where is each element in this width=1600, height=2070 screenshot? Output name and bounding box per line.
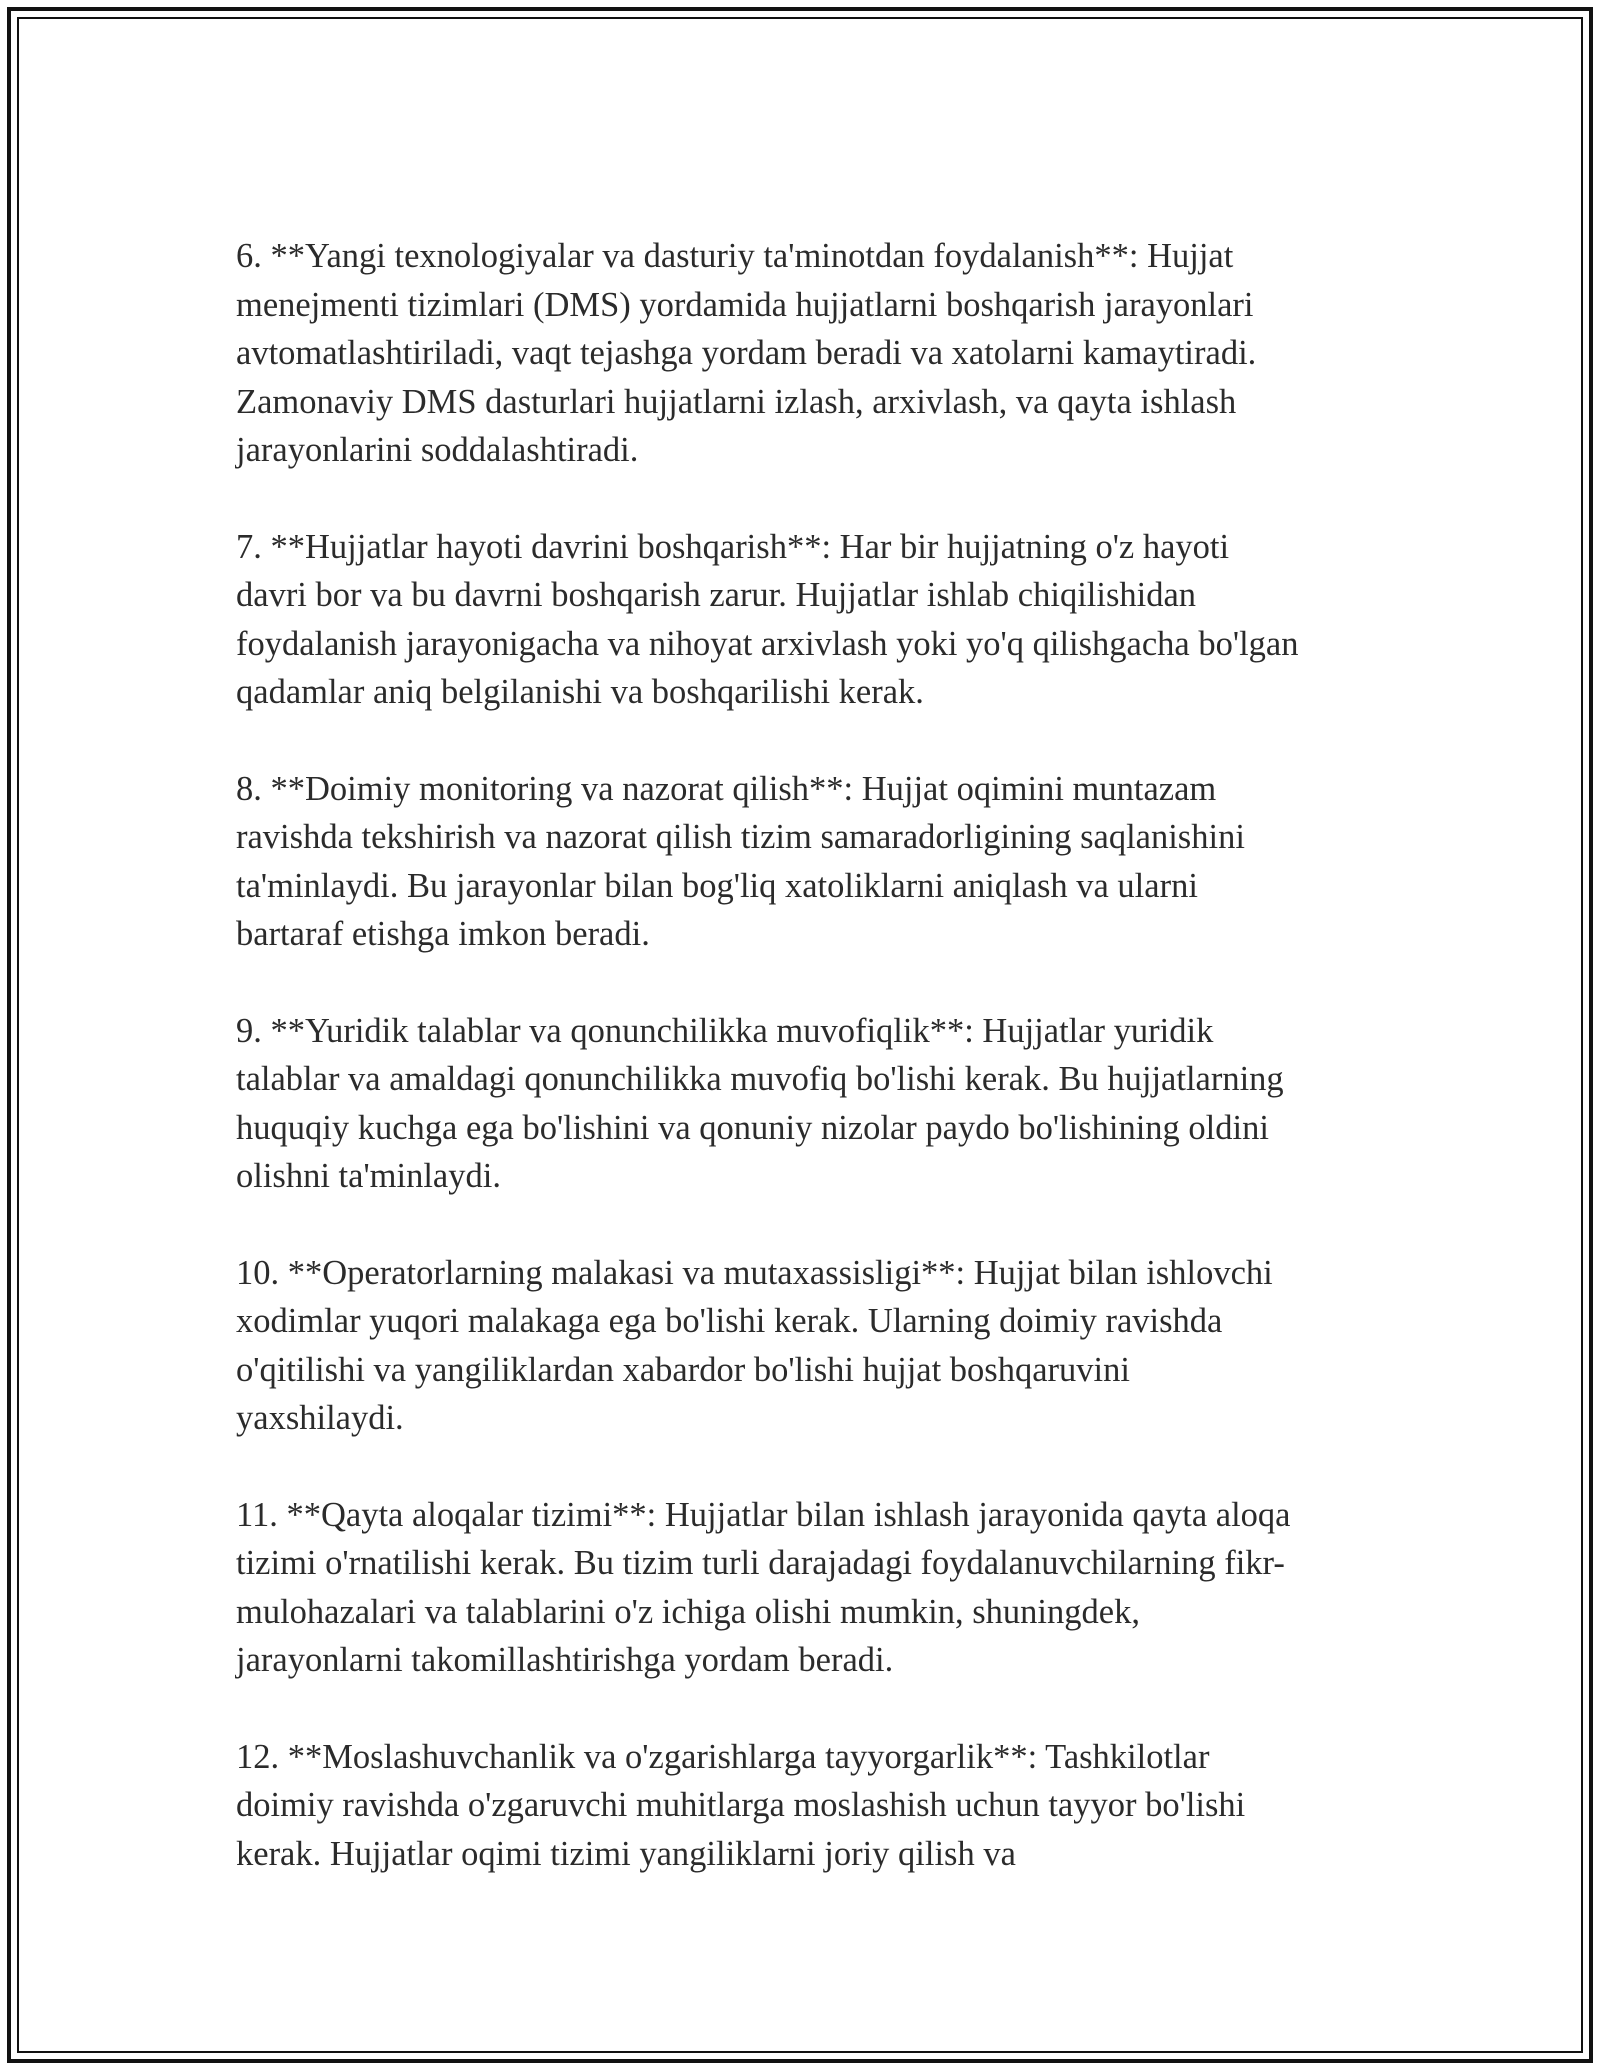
text-line: 6. **Yangi texnologiyalar va dasturiy ta'minotdan foydalanish**: Hujjat (236, 237, 1234, 275)
text-line: Zamonaviy DMS dasturlari hujjatlarni izlash, arxivlash, va qayta ishlash (236, 382, 1237, 421)
text-line: ta'minlaydi. Bu jarayonlar bilan bog'liq xatoliklarni aniqlash va ularni (236, 866, 1198, 905)
text-line: ravishda tekshirish va nazorat qilish tizim samaradorligining saqlanishini (236, 818, 1245, 856)
text-line: doimiy ravishda o'zgaruvchi muhitlarga moslashish uchun tayyor bo'lishi (236, 1786, 1246, 1824)
paragraph-item-12 (236, 1733, 1376, 1879)
text-line: foydalanish jarayonigacha va nihoyat arxivlash yoki yo'q qilishgacha bo'lgan (236, 624, 1299, 663)
text-line: tizimi o'rnatilishi kerak. Bu tizim turli darajadagi foydalanuvchilarning fikr- (236, 1544, 1285, 1582)
text-line: 7. **Hujjatlar hayoti davrini boshqarish**: Har bir hujjatning o'z hayoti (236, 527, 1230, 566)
paragraph-item-10 (236, 1249, 1376, 1443)
paragraph-item-7 (236, 523, 1376, 717)
text-line: 11. **Qayta aloqalar tizimi**: Hujjatlar bilan ishlash jarayonida qayta aloqa (236, 1495, 1291, 1534)
text-line: 12. **Moslashuvchanlik va o'zgarishlarga tayyorgarlik**: Tashkilotlar (236, 1737, 1210, 1776)
text-line: talablar va amaldagi qonunchilikka muvofiq bo'lishi kerak. Bu hujjatlarning (236, 1060, 1284, 1098)
text-line: menejmenti tizimlari (DMS) yordamida hujjatlarni boshqarish jarayonlari (236, 285, 1254, 324)
text-line: avtomatlashtiriladi, vaqt tejashga yordam beradi va xatolarni kamaytiradi. (236, 334, 1257, 372)
text-line: bartaraf etishga imkon beradi. (236, 915, 650, 953)
document-body (236, 232, 1376, 1926)
text-line: jarayonlarni takomillashtirishga yordam beradi. (236, 1641, 894, 1679)
text-line: davri bor va bu davrni boshqarish zarur. Hujjatlar ishlab chiqilishidan (236, 576, 1197, 614)
text-line: 9. **Yuridik talablar va qonunchilikka muvofiqlik**: Hujjatlar yuridik (236, 1011, 1214, 1050)
text-line: o'qitilishi va yangiliklardan xabardor bo'lishi hujjat boshqaruvini (236, 1350, 1130, 1389)
text-line: 10. **Operatorlarning malakasi va mutaxassisligi**: Hujjat bilan ishlovchi (236, 1253, 1273, 1292)
text-line: qadamlar aniq belgilanishi va boshqarilishi kerak. (236, 673, 924, 711)
text-line: kerak. Hujjatlar oqimi tizimi yangiliklarni joriy qilish va (236, 1834, 1016, 1873)
text-line: 8. **Doimiy monitoring va nazorat qilish**: Hujjat oqimini muntazam (236, 769, 1217, 808)
text-line: huquqiy kuchga ega bo'lishini va qonuniy nizolar paydo bo'lishining oldini (236, 1108, 1269, 1147)
text-line: xodimlar yuqori malakaga ega bo'lishi kerak. Ularning doimiy ravishda (236, 1302, 1223, 1340)
text-line: olishni ta'minlaydi. (236, 1157, 501, 1195)
paragraph-item-9 (236, 1007, 1376, 1201)
text-line: mulohazalari va talablarini o'z ichiga olishi mumkin, shuningdek, (236, 1592, 1140, 1631)
text-line: jarayonlarini soddalashtiradi. (236, 431, 639, 469)
paragraph-item-11 (236, 1491, 1376, 1685)
paragraph-item-6 (236, 232, 1376, 475)
paragraph-item-8 (236, 765, 1376, 959)
text-line: yaxshilaydi. (236, 1399, 404, 1437)
